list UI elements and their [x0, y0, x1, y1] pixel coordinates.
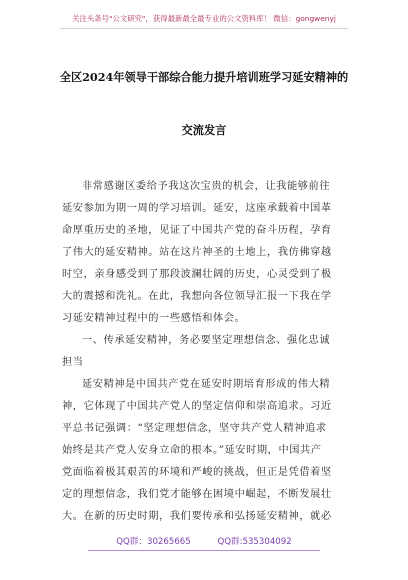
body-line: 始终是共产党人安身立命的根本。”延安时期，中国共产: [62, 445, 322, 456]
section-heading-line: 担当: [62, 357, 84, 368]
body-line: 党面临着极其艰苦的环境和严峻的挑战，但正是凭借着坚: [62, 467, 332, 478]
body-line: 神，它体现了中国共产党人的坚定信仰和崇高追求。习近: [62, 401, 332, 412]
body-line: 延安参加为期一周的学习培训。延安，这座承载着中国革: [62, 203, 332, 214]
body-line: 大。在新的历史时期，我们要传承和弘扬延安精神，就必: [62, 511, 332, 522]
body-line: 延安精神是中国共产党在延安时期培育形成的伟大精: [82, 379, 331, 390]
body-line: 习延安精神过程中的一些感悟和体会。: [62, 313, 246, 324]
footer-qq-groups: [0, 535, 408, 547]
body-line: 非常感谢区委给予我这次宝贵的机会，让我能够前往: [82, 181, 331, 192]
body-line: 大的震撼和洗礼。在此，我想向各位领导汇报一下我在学: [62, 291, 332, 302]
header-divider: [60, 28, 348, 29]
document-body: [62, 176, 348, 528]
body-line: 时空，亲身感受到了那段波澜壮阔的历史，心灵受到了极: [62, 269, 332, 280]
document-title-line-1: 全区2024年领导干部综合能力提升培训班学习延安精神的: [59, 70, 349, 84]
body-line: 了伟大的延安精神。站在这片神圣的土地上，我仿佛穿越: [62, 247, 332, 258]
body-line: 命厚重历史的圣地，见证了中国共产党的奋斗历程，孕育: [62, 225, 332, 236]
footer-qq-left: QQ群：30265665: [116, 537, 191, 547]
header-banner: 关注头条号"公文研究"，获得最新最全最专业的公文资料库！ 微信：gongwenyj: [72, 14, 336, 23]
body-line: 定的理想信念，我们党才能够在困境中崛起，不断发展壮: [62, 489, 332, 500]
body-line: 平总书记强调：“坚定理想信念，坚守共产党人精神追求: [62, 423, 327, 434]
document-title-line-2: 交流发言: [181, 123, 227, 137]
footer-divider: [88, 550, 320, 551]
footer-qq-right: QQ群:535304092: [217, 537, 292, 547]
section-heading-line: 一、传承延安精神，务必要坚定理想信念、强化忠诚: [82, 335, 331, 346]
